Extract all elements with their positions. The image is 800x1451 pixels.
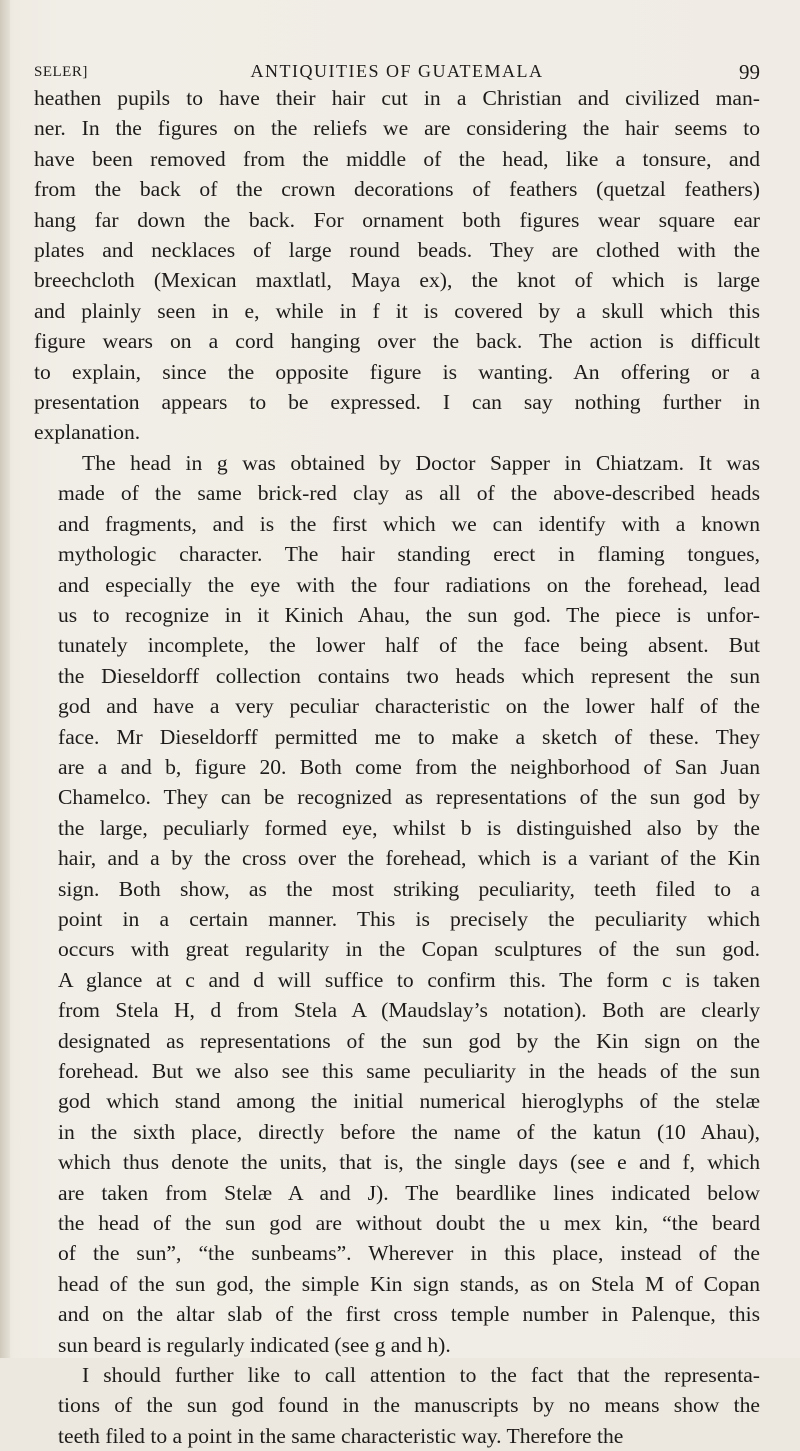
text-line: teeth filed to a point in the same characteristic way. Therefore the [58, 1423, 624, 1448]
text-line: head of the sun god, the simple Kin sign stands, as on Stela M of Copan [58, 1271, 760, 1296]
text-line: mythologic character. The hair standing erect in flaming tongues, [58, 542, 760, 567]
text-line: tunately incomplete, the lower half of the face being absent. But [58, 633, 760, 658]
text-line: The head in g was obtained by Doctor Sapper in Chiatzam. It was [82, 450, 760, 475]
text-line: made of the same brick-red clay as all of the above-described heads [58, 481, 760, 506]
text-line: the large, peculiarly formed eye, whilst b is distinguished also by the [58, 815, 760, 840]
text-line: god and have a very peculiar characteristic on the lower half of the [58, 694, 760, 719]
text-line: hang far down the back. For ornament both figures wear square ear [34, 207, 760, 232]
text-line: are taken from Stelæ A and J). The beardlike lines indicated below [58, 1180, 760, 1205]
text-line: and on the altar slab of the first cross temple number in Palenque, this [58, 1302, 760, 1327]
text-line: from Stela H, d from Stela A (Maudslay’s notation). Both are clearly [58, 998, 760, 1023]
text-line: the Dieseldorff collection contains two heads which represent the sun [58, 663, 760, 688]
paragraph [34, 83, 760, 448]
text-line: the head of the sun god are without doubt the u mex kin, “the beard [58, 1211, 760, 1236]
text-line: plates and necklaces of large round beads. They are clothed with the [34, 238, 760, 263]
text-line: sign. Both show, as the most striking peculiarity, teeth filed to a [58, 876, 760, 901]
text-line: tions of the sun god found in the manuscripts by no means show the [58, 1393, 760, 1418]
text-line: heathen pupils to have their hair cut in a Christian and civilized man- [34, 86, 760, 110]
text-line: and especially the eye with the four radiations on the forehead, lead [58, 572, 760, 597]
text-line: designated as representations of the sun god by the Kin sign on the [58, 1028, 760, 1053]
text-line: face. Mr Dieseldorff permitted me to make a sketch of these. They [58, 724, 760, 749]
text-line: A glance at c and d will suffice to confirm this. The form c is taken [58, 967, 760, 992]
body-text [34, 83, 760, 1451]
text-line: of the sun”, “the sunbeams”. Wherever in this place, instead of the [58, 1241, 760, 1266]
text-line: forehead. But we also see this same peculiarity in the heads of the sun [58, 1059, 760, 1083]
page-number: 99 [739, 60, 760, 84]
text-line: hair, and a by the cross over the forehead, which is a variant of the Kin [58, 846, 760, 871]
text-line: and fragments, and is the first which we can identify with a known [58, 511, 760, 536]
text-line: and plainly seen in e, while in f it is covered by a skull which this [34, 298, 760, 323]
text-line: occurs with great regularity in the Copan sculptures of the sun god. [58, 937, 760, 962]
text-line: are a and b, figure 20. Both come from the neighborhood of San Juan [58, 754, 760, 779]
text-line: in the sixth place, directly before the name of the katun (10 Ahau), [58, 1119, 760, 1144]
text-line: sun beard is regularly indicated (see g and h). [58, 1332, 451, 1357]
text-line: us to recognize in it Kinich Ahau, the sun god. The piece is unfor- [58, 602, 760, 627]
text-line: breechcloth (Mexican maxtlatl, Maya ex), the knot of which is large [34, 268, 760, 293]
author-running-head: SELER] [34, 64, 88, 80]
paragraph [34, 1360, 760, 1451]
paragraph [34, 448, 760, 1360]
title-running-head: ANTIQUITIES OF GUATEMALA [250, 61, 544, 81]
page-edge [0, 0, 10, 1358]
text-line: presentation appears to be expressed. I can say nothing further in [34, 390, 760, 415]
text-line: point in a certain manner. This is precisely the peculiarity which [58, 906, 760, 931]
text-line: figure wears on a cord hanging over the back. The action is difficult [34, 329, 760, 354]
text-line: explanation. [34, 420, 141, 445]
text-line: to explain, since the opposite figure is wanting. An offering or a [34, 359, 760, 384]
text-line: ner. In the figures on the reliefs we are considering the hair seems to [34, 116, 760, 141]
text-line: I should further like to call attention to the fact that the representa- [82, 1363, 760, 1388]
text-line: god which stand among the initial numerical hieroglyphs of the stelæ [58, 1089, 760, 1114]
text-line: have been removed from the middle of the head, like a tonsure, and [34, 146, 760, 171]
text-line: which thus denote the units, that is, the single days (see e and f, which [58, 1150, 760, 1175]
text-line: Chamelco. They can be recognized as representations of the sun god by [58, 785, 760, 810]
text-line: from the back of the crown decorations of feathers (quetzal feathers) [34, 177, 760, 202]
